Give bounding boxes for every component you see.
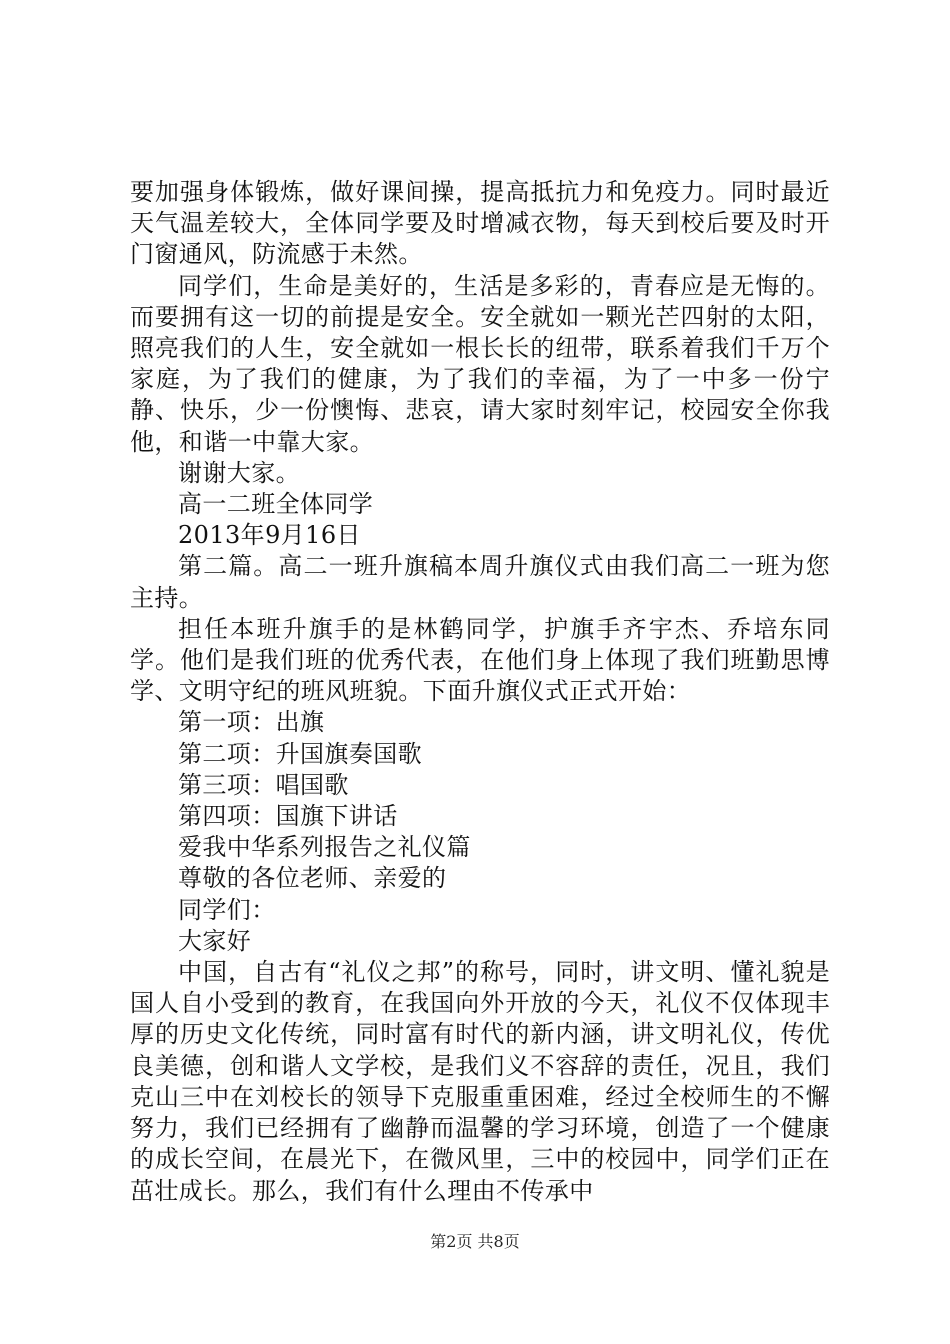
paragraph-14: 同学们： <box>178 895 276 924</box>
paragraph-15: 大家好 <box>178 926 252 955</box>
paragraph-9: 第二项：升国旗奏国歌 <box>178 739 422 768</box>
page-footer: 第2页 共8页 <box>430 1232 520 1251</box>
paragraph-7: 担任本班升旗手的是林鹤同学，护旗手齐宇杰、乔培东同学。他们是我们班的优秀代表，在他们身上体现了我们班勤思博学、文明守纪的班风班貌。下面升旗仪式正式开始： <box>130 614 830 706</box>
paragraph-3: 谢谢大家。 <box>178 458 300 487</box>
paragraph-10: 第三项：唱国歌 <box>178 770 349 799</box>
paragraph-11: 第四项：国旗下讲话 <box>178 802 398 831</box>
paragraph-16: 中国，自古有“礼仪之邦”的称号，同时，讲文明、懂礼貌是国人自小受到的教育，在我国向外开放的今天，礼仪不仅体现丰厚的历史文化传统，同时富有时代的新内涵，讲文明礼仪，传优良美德，创和谐人文学校，是我们义不容辞的责任，况且，我们克山三中在刘校长的领导下克服重重困难，经过全校师生的不懈努力，我们已经拥有了幽静而温馨的学习环境，创造了一个健康的成长空间，在晨光下，在微风里，三中的校园中，同学们正在茁壮成长。那么，我们有什么理由不传承中 <box>130 958 830 1205</box>
document-body <box>130 177 830 1207</box>
paragraph-6: 第二篇。高二一班升旗稿本周升旗仪式由我们高二一班为您主持。 <box>130 552 830 612</box>
paragraph-5: 2013年9月16日 <box>178 521 361 550</box>
paragraph-13: 尊敬的各位老师、亲爱的 <box>178 864 447 893</box>
paragraph-4: 高一二班全体同学 <box>178 490 374 519</box>
paragraph-2: 同学们，生命是美好的，生活是多彩的，青春应是无悔的。而要拥有这一切的前提是安全。安全就如一颗光芒四射的太阳，照亮我们的人生，安全就如一根长长的纽带，联系着我们千万个家庭，为了我们的健康，为了我们的幸福，为了一中多一份宁静、快乐，少一份懊悔、悲哀，请大家时刻牢记，校园安全你我他，和谐一中靠大家。 <box>130 271 830 456</box>
paragraph-1: 要加强身体锻炼，做好课间操，提高抵抗力和免疫力。同时最近天气温差较大，全体同学要及时增减衣物，每天到校后要及时开门窗通风，防流感于未然。 <box>130 178 830 269</box>
paragraph-8: 第一项：出旗 <box>178 708 325 737</box>
paragraph-12: 爱我中华系列报告之礼仪篇 <box>178 833 471 862</box>
